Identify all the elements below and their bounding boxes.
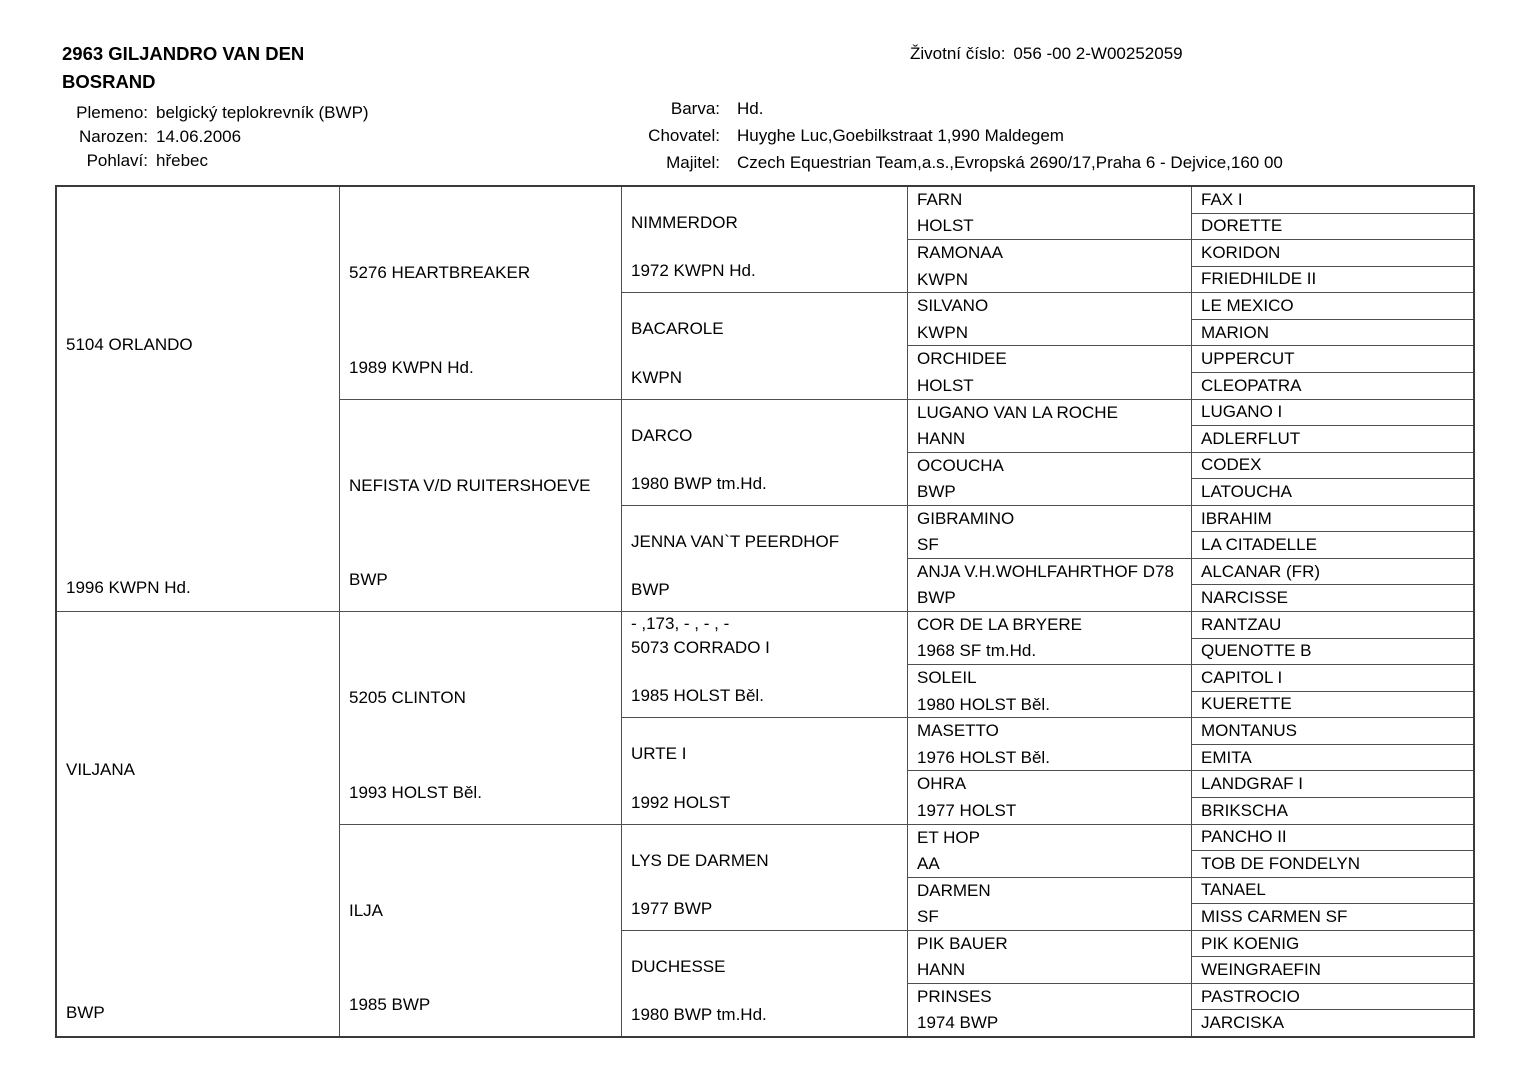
horse-info: KWPN — [917, 322, 968, 342]
field-pohlavi — [62, 149, 369, 173]
pedigree-cell — [908, 558, 1191, 611]
pedigree-cell: TANAEL — [1192, 877, 1473, 904]
horse-registry-note: - ,173, - , - , - — [631, 614, 730, 633]
horse-name: NIMMERDOR — [631, 213, 738, 232]
pedigree-column-gen4 — [907, 187, 1191, 1036]
horse-name: GIBRAMINO — [917, 508, 1015, 528]
field-plemeno — [62, 101, 369, 125]
horse-name: 5205 CLINTON — [349, 688, 466, 707]
pedigree-cell: MARION — [1192, 319, 1473, 346]
field-majitel-value: Czech Equestrian Team,a.s.,Evropská 2690/17,Praha 6 - Dejvice,160 00 — [737, 153, 1283, 172]
horse-name: DARCO — [631, 425, 693, 445]
horse-info: HANN — [917, 428, 966, 448]
horse-info: 1977 BWP — [631, 898, 713, 918]
pedigree-cell — [908, 187, 1191, 239]
horse-info: 1974 BWP — [917, 1013, 999, 1033]
horse-name: JENNA VAN`T PEERDHOF — [631, 531, 840, 551]
pedigree-cell: CODEX — [1192, 452, 1473, 479]
pedigree-cell: WEINGRAEFIN — [1192, 956, 1473, 983]
pedigree-cell: IBRAHIM — [1192, 505, 1473, 532]
pedigree-cell — [622, 505, 907, 611]
pedigree-cell: BRIKSCHA — [1192, 797, 1473, 824]
pedigree-cell-dam — [57, 611, 339, 1036]
horse-info: BWP — [917, 482, 956, 502]
horse-info: 1985 BWP — [349, 995, 431, 1014]
pedigree-cell — [908, 452, 1191, 505]
pedigree-cell — [908, 664, 1191, 717]
horse-info: SF — [917, 535, 939, 555]
horse-name: SILVANO — [917, 296, 989, 316]
pedigree-cell-sire — [57, 187, 339, 611]
pedigree-cell — [622, 399, 907, 505]
pedigree-cell — [340, 187, 621, 399]
pedigree-cell: UPPERCUT — [1192, 345, 1473, 372]
horse-name: SOLEIL — [917, 668, 977, 688]
field-barva-value: Hd. — [737, 99, 764, 118]
horse-name: 5073 CORRADO I — [631, 638, 770, 657]
field-narozen — [62, 125, 369, 149]
pedigree-table — [55, 185, 1475, 1038]
horse-name: MASETTO — [917, 721, 999, 741]
life-number-label: Životní číslo: — [910, 44, 1006, 63]
horse-info: 1968 SF tm.Hd. — [917, 641, 1037, 661]
pedigree-cell — [622, 187, 907, 292]
pedigree-column-gen5 — [1191, 187, 1473, 1036]
horse-name: 5276 HEARTBREAKER — [349, 263, 531, 282]
pedigree-cell: CLEOPATRA — [1192, 372, 1473, 399]
pedigree-cell: PIK KOENIG — [1192, 930, 1473, 957]
horse-info: 1993 HOLST Běl. — [349, 782, 482, 802]
left-info-fields — [62, 101, 369, 173]
horse-info: HOLST — [917, 216, 974, 236]
field-barva-label: Barva: — [670, 99, 720, 118]
horse-name: RAMONAA — [917, 243, 1003, 263]
field-chovatel — [570, 122, 1283, 149]
horse-name: FARN — [917, 190, 963, 209]
field-plemeno-label: Plemeno: — [76, 103, 148, 122]
field-plemeno-value: belgický teplokrevník (BWP) — [156, 103, 369, 122]
pedigree-cell — [908, 983, 1191, 1036]
pedigree-cell: FAX I — [1201, 189, 1243, 209]
pedigree-cell: LATOUCHA — [1192, 478, 1473, 505]
horse-name: LUGANO VAN LA ROCHE — [917, 402, 1118, 422]
pedigree-cell: LANDGRAF I — [1192, 770, 1473, 797]
field-pohlavi-label: Pohlaví: — [86, 151, 148, 170]
field-majitel — [570, 149, 1283, 176]
field-chovatel-value: Huyghe Luc,Goebilkstraat 1,990 Maldegem — [737, 126, 1064, 145]
field-narozen-label: Narozen: — [79, 127, 148, 146]
pedigree-cell: LA CITADELLE — [1192, 531, 1473, 558]
pedigree-cell: LUGANO I — [1192, 399, 1473, 426]
horse-info: BWP — [66, 1003, 105, 1022]
field-chovatel-label: Chovatel: — [648, 126, 720, 145]
pedigree-cell: PASTROCIO — [1192, 983, 1473, 1010]
horse-name: ANJA V.H.WOHLFAHRTHOF D78 — [917, 561, 1174, 581]
pedigree-cell — [908, 611, 1191, 664]
pedigree-cell — [908, 930, 1191, 983]
pedigree-column-gen1 — [57, 187, 339, 1036]
pedigree-cell — [622, 824, 907, 930]
life-number — [910, 44, 1183, 64]
pedigree-cell — [622, 292, 907, 398]
horse-info: BWP — [917, 588, 956, 608]
pedigree-cell: MISS CARMEN SF — [1192, 903, 1473, 930]
horse-info: SF — [917, 907, 939, 927]
pedigree-cell — [340, 399, 621, 612]
horse-name: PIK BAUER — [917, 933, 1008, 953]
horse-info: KWPN — [631, 367, 682, 387]
pedigree-cell — [622, 717, 907, 823]
right-info-fields — [570, 95, 1283, 176]
pedigree-cell: PANCHO II — [1192, 824, 1473, 851]
horse-name: 5104 ORLANDO — [66, 335, 193, 354]
pedigree-cell: NARCISSE — [1192, 584, 1473, 611]
horse-name: ORCHIDEE — [917, 349, 1007, 369]
pedigree-cell — [908, 292, 1191, 345]
horse-name: URTE I — [631, 744, 687, 764]
pedigree-cell: RANTZAU — [1192, 611, 1473, 638]
pedigree-cell — [622, 930, 907, 1036]
field-barva — [570, 95, 1283, 122]
pedigree-cell: DORETTE — [1192, 213, 1473, 240]
life-number-value: 056 -00 2-W00252059 — [1013, 44, 1183, 63]
horse-name: OCOUCHA — [917, 455, 1004, 475]
horse-name: COR DE LA BRYERE — [917, 615, 1083, 634]
horse-info: 1985 HOLST Běl. — [631, 686, 764, 706]
pedigree-cell: ADLERFLUT — [1192, 425, 1473, 452]
horse-name: PRINSES — [917, 986, 992, 1006]
horse-info: 1980 BWP tm.Hd. — [631, 473, 767, 493]
field-majitel-label: Majitel: — [666, 153, 720, 172]
horse-info: 1972 KWPN Hd. — [631, 261, 756, 281]
horse-name: ET HOP — [917, 827, 980, 847]
pedigree-cell — [908, 717, 1191, 770]
horse-name: OHRA — [917, 774, 967, 794]
pedigree-cell: KUERETTE — [1192, 691, 1473, 718]
horse-info: 1992 HOLST — [631, 792, 731, 812]
pedigree-column-gen2 — [339, 187, 621, 1036]
horse-info: 1976 HOLST Běl. — [917, 747, 1050, 767]
horse-info: HOLST — [917, 375, 974, 395]
pedigree-cell: EMITA — [1192, 744, 1473, 771]
horse-name: ILJA — [349, 900, 384, 920]
pedigree-cell — [340, 824, 621, 1037]
horse-info: HANN — [917, 960, 966, 980]
pedigree-cell: KORIDON — [1192, 239, 1473, 266]
pedigree-cell: TOB DE FONDELYN — [1192, 850, 1473, 877]
pedigree-cell — [908, 345, 1191, 398]
horse-info: AA — [917, 853, 940, 873]
pedigree-cell — [908, 770, 1191, 823]
pedigree-cell: ALCANAR (FR) — [1192, 558, 1473, 585]
pedigree-cell — [908, 399, 1191, 452]
horse-name: NEFISTA V/D RUITERSHOEVE — [349, 475, 591, 495]
horse-info: 1977 HOLST — [917, 800, 1017, 820]
pedigree-cell: MONTANUS — [1192, 717, 1473, 744]
horse-name: DARMEN — [917, 880, 991, 900]
horse-info: BWP — [631, 580, 670, 599]
pedigree-cell: JARCISKA — [1192, 1009, 1473, 1036]
pedigree-cell — [908, 505, 1191, 558]
pedigree-cell: FRIEDHILDE II — [1192, 266, 1473, 293]
horse-info: 1996 KWPN Hd. — [66, 578, 191, 597]
pedigree-cell: LE MEXICO — [1192, 292, 1473, 319]
horse-title: 2963 GILJANDRO VAN DEN BOSRAND — [62, 43, 305, 92]
pedigree-cell — [908, 239, 1191, 292]
horse-name: LYS DE DARMEN — [631, 850, 769, 870]
field-narozen-value: 14.06.2006 — [156, 127, 242, 146]
pedigree-cell: QUENOTTE B — [1192, 638, 1473, 665]
field-pohlavi-value: hřebec — [156, 151, 208, 170]
pedigree-cell — [908, 824, 1191, 877]
pedigree-column-gen3 — [621, 187, 907, 1036]
horse-info: BWP — [349, 570, 388, 589]
pedigree-cell — [622, 611, 907, 717]
pedigree-cell: CAPITOL I — [1192, 664, 1473, 691]
horse-info: 1980 HOLST Běl. — [917, 694, 1050, 714]
horse-info: KWPN — [917, 269, 968, 289]
horse-info: 1989 KWPN Hd. — [349, 357, 474, 377]
horse-info: 1980 BWP tm.Hd. — [631, 1005, 767, 1024]
pedigree-cell — [908, 877, 1191, 930]
horse-name: BACAROLE — [631, 319, 724, 339]
horse-name: VILJANA — [66, 760, 135, 779]
horse-name: DUCHESSE — [631, 956, 726, 976]
pedigree-cell — [340, 611, 621, 824]
